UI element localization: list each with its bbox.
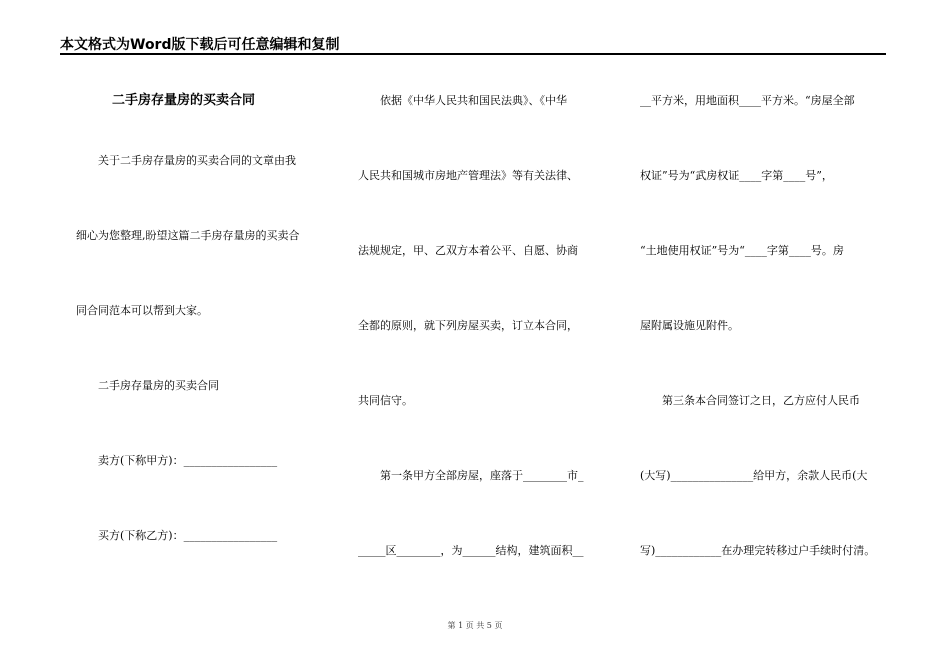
text-line: 写)____________在办理完转移过户手续时付清。 xyxy=(640,544,876,557)
document-header: 本文格式为Word版下载后可任意编辑和复制 xyxy=(60,37,340,53)
text-line: __平方米，用地面积____平方米。“房屋全部 xyxy=(640,94,855,107)
text-line: 权证”号为“武房权证____字第____号”， xyxy=(640,169,833,182)
text-line: 全都的原则，就下列房屋买卖，订立本合同， xyxy=(358,319,578,332)
seller-field: 卖方(下称甲方)：_________________ xyxy=(98,454,278,467)
section-heading: 二手房存量房的买卖合同 xyxy=(98,379,219,392)
buyer-field: 买方(下称乙方)：_________________ xyxy=(98,529,278,542)
text-line: 关于二手房存量房的买卖合同的文章由我 xyxy=(98,154,296,167)
text-line: _____区________，为______结构，建筑面积__ xyxy=(358,544,584,557)
text-line: (大写)_______________给甲方，余款人民币(大 xyxy=(640,469,868,482)
text-line: 法规规定，甲、乙双方本着公平、自愿、协商 xyxy=(358,244,578,257)
page-number: 第 1 页 共 5 页 xyxy=(447,621,503,630)
text-line: 细心为您整理,盼望这篇二手房存量房的买卖合 xyxy=(76,229,300,242)
text-line: 屋附属设施见附件。 xyxy=(640,319,739,332)
contract-title: 二手房存量房的买卖合同 xyxy=(112,93,256,108)
text-line: 共同信守。 xyxy=(358,394,413,407)
text-line: 第三条本合同签订之日，乙方应付人民币 xyxy=(662,394,860,407)
text-line: 第一条甲方全部房屋，座落于________市_ xyxy=(380,469,584,482)
text-line: 依据《中华人民共和国民法典》、《中华 xyxy=(380,94,567,107)
text-line: 同合同范本可以帮到大家。 xyxy=(76,304,208,317)
text-line: 人民共和国城市房地产管理法》等有关法律、 xyxy=(358,169,578,182)
header-rule xyxy=(60,53,886,55)
text-line: “土地使用权证”号为“____字第____号。房 xyxy=(640,244,844,257)
